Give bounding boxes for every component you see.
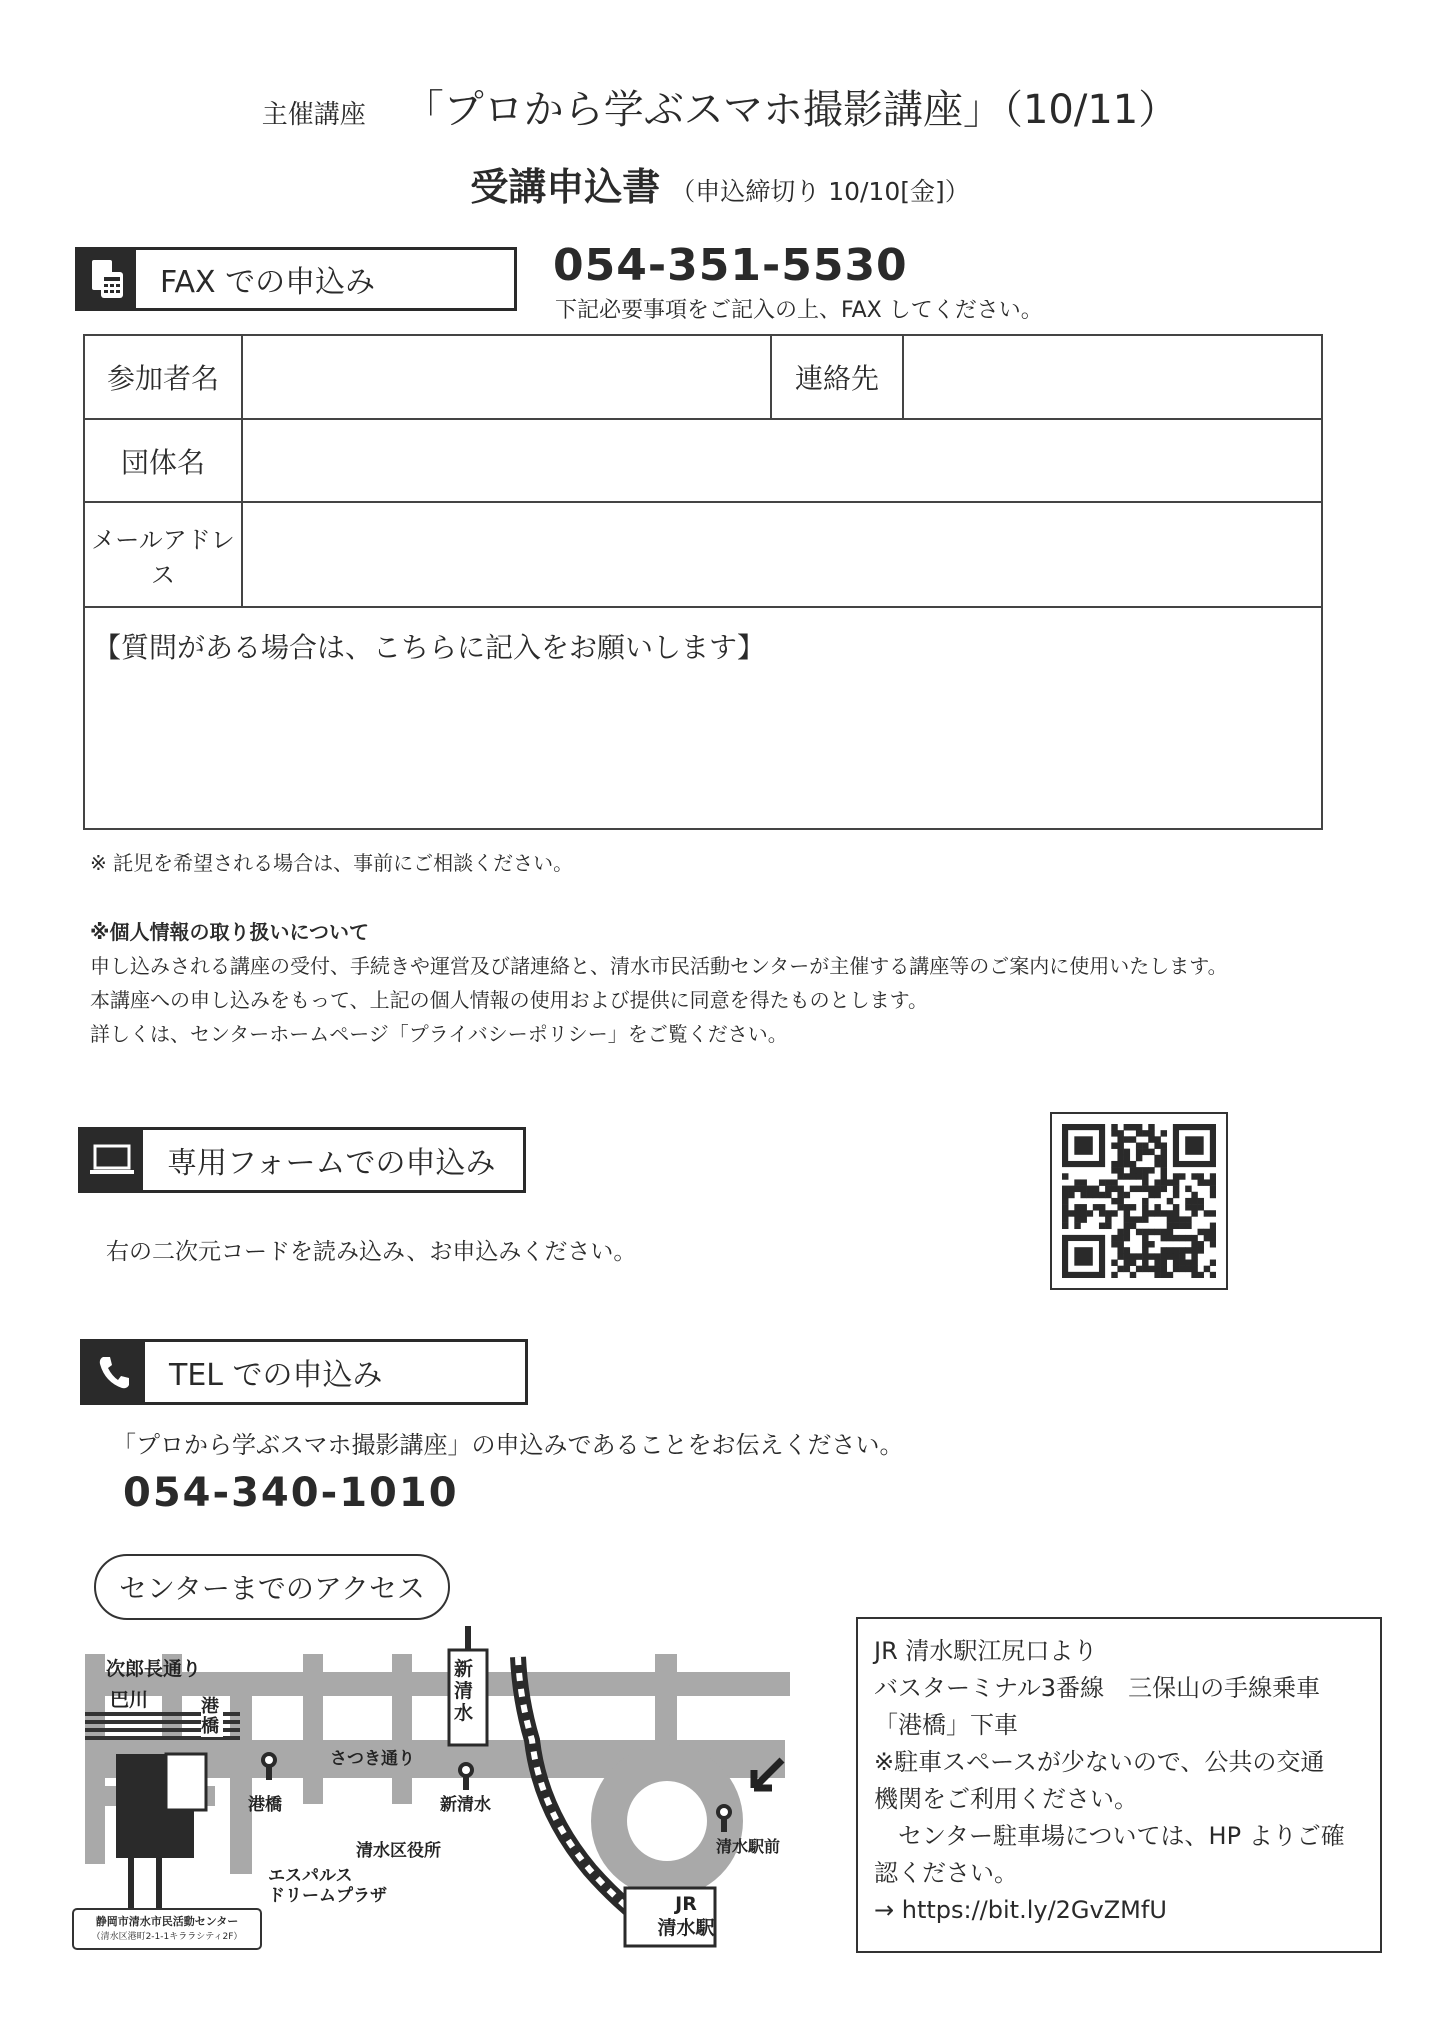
contact-field[interactable]: [903, 335, 1322, 419]
form-title: 受講申込書: [470, 165, 661, 209]
access-url[interactable]: → https://bit.ly/2GvZMfU: [874, 1896, 1167, 1924]
access-line: バスターミナル3番線 三保山の手線乗車: [874, 1674, 1321, 1702]
access-title: センターまでのアクセス: [94, 1554, 450, 1620]
access-line: JR 清水駅江尻口より: [874, 1637, 1098, 1665]
course-title: 「プロから学ぶスマホ撮影講座」（10/11）: [403, 87, 1179, 133]
map-label-ward-office: 清水区役所: [356, 1841, 441, 1861]
map-label-s-pulse: エスパルス ドリームプラザ: [268, 1866, 387, 1906]
access-line: 機関をご利用ください。: [874, 1785, 1138, 1813]
fax-number: 054-351-5530: [553, 240, 908, 291]
access-line: 認ください。: [874, 1859, 1018, 1887]
map-label-satsuki: さつき通り: [330, 1749, 415, 1769]
application-form: [83, 334, 1323, 830]
center-name: 静岡市清水市民活動センター: [95, 1915, 239, 1928]
question-label: 【質問がある場合は、こちらに記入をお願いします】: [93, 631, 766, 664]
map-label-minatohashi-stop: 港橋: [248, 1795, 282, 1815]
name-field[interactable]: [242, 335, 771, 419]
email-field[interactable]: [242, 502, 1322, 607]
web-form-section-label: 専用フォームでの申込み: [167, 1146, 496, 1181]
deadline: （申込締切り 10/10[金]）: [670, 177, 970, 206]
group-label: 団体名: [84, 419, 242, 502]
qr-code[interactable]: [1050, 1112, 1228, 1290]
course-title-line: [0, 78, 1440, 135]
map-label-tomoegawa: 巴川: [110, 1689, 149, 1711]
privacy-line: 申し込みされる講座の受付、手続きや運営及び諸連絡と、清水市民活動センターが主催する講座等のご案内に使用いたします。: [90, 954, 1228, 978]
privacy-line: 詳しくは、センターホームページ「プライバシーポリシー」をご覧ください。: [90, 1022, 788, 1046]
center-label-box: [72, 1908, 262, 1950]
qr-code-image: [1062, 1124, 1216, 1278]
map-label-jr-shimizu: JR 清水駅: [657, 1893, 715, 1939]
fax-section-header: [75, 247, 517, 311]
tel-section-label: TEL での申込み: [169, 1358, 383, 1393]
course-prefix: 主催講座: [261, 100, 366, 130]
laptop-icon: [81, 1130, 143, 1190]
center-address: （清水区港町2-1-1キララシティ2F）: [91, 1932, 243, 1942]
contact-label: 連絡先: [771, 335, 903, 419]
access-line: ※駐車スペースが少ないので、公共の交通: [874, 1748, 1325, 1776]
email-label: メールアドレス: [84, 502, 242, 607]
map-label-shinshimizu-station: 新清水: [454, 1658, 474, 1724]
map-label-shinshimizu-stop: 新清水: [440, 1795, 491, 1815]
access-line: 「港橋」下車: [874, 1711, 1018, 1739]
question-field[interactable]: [84, 607, 1322, 829]
fax-section-label: FAX での申込み: [160, 265, 376, 300]
fax-instruction: 下記必要事項をご記入の上、FAX してください。: [555, 298, 1043, 323]
web-form-section-header: [78, 1127, 526, 1193]
group-field[interactable]: [242, 419, 1322, 502]
access-line: センター駐車場については、HP よりご確: [874, 1822, 1345, 1850]
map-label-jirocho: 次郎長通り: [106, 1658, 202, 1680]
web-form-instruction: 右の二次元コードを読み込み、お申込みください。: [106, 1239, 637, 1265]
map-label-minatohashi-bridge: 港橋: [201, 1697, 223, 1737]
fax-icon: [78, 250, 136, 308]
phone-icon: [83, 1342, 145, 1402]
tel-section-header: [80, 1339, 528, 1405]
form-title-line: [0, 156, 1440, 211]
childcare-note: ※ 託児を希望される場合は、事前にご相談ください。: [90, 851, 574, 875]
map-label-shimizu-ekimae: 清水駅前: [716, 1837, 781, 1856]
tel-number: 054-340-1010: [123, 1470, 459, 1516]
privacy-title: ※個人情報の取り扱いについて: [90, 920, 370, 944]
privacy-line: 本講座への申し込みをもって、上記の個人情報の使用および提供に同意を得たものとします。: [90, 988, 928, 1012]
tel-instruction: 「プロから学ぶスマホ撮影講座」の申込みであることをお伝えください。: [112, 1431, 904, 1459]
access-info-box: [856, 1617, 1382, 1953]
name-label: 参加者名: [84, 335, 242, 419]
